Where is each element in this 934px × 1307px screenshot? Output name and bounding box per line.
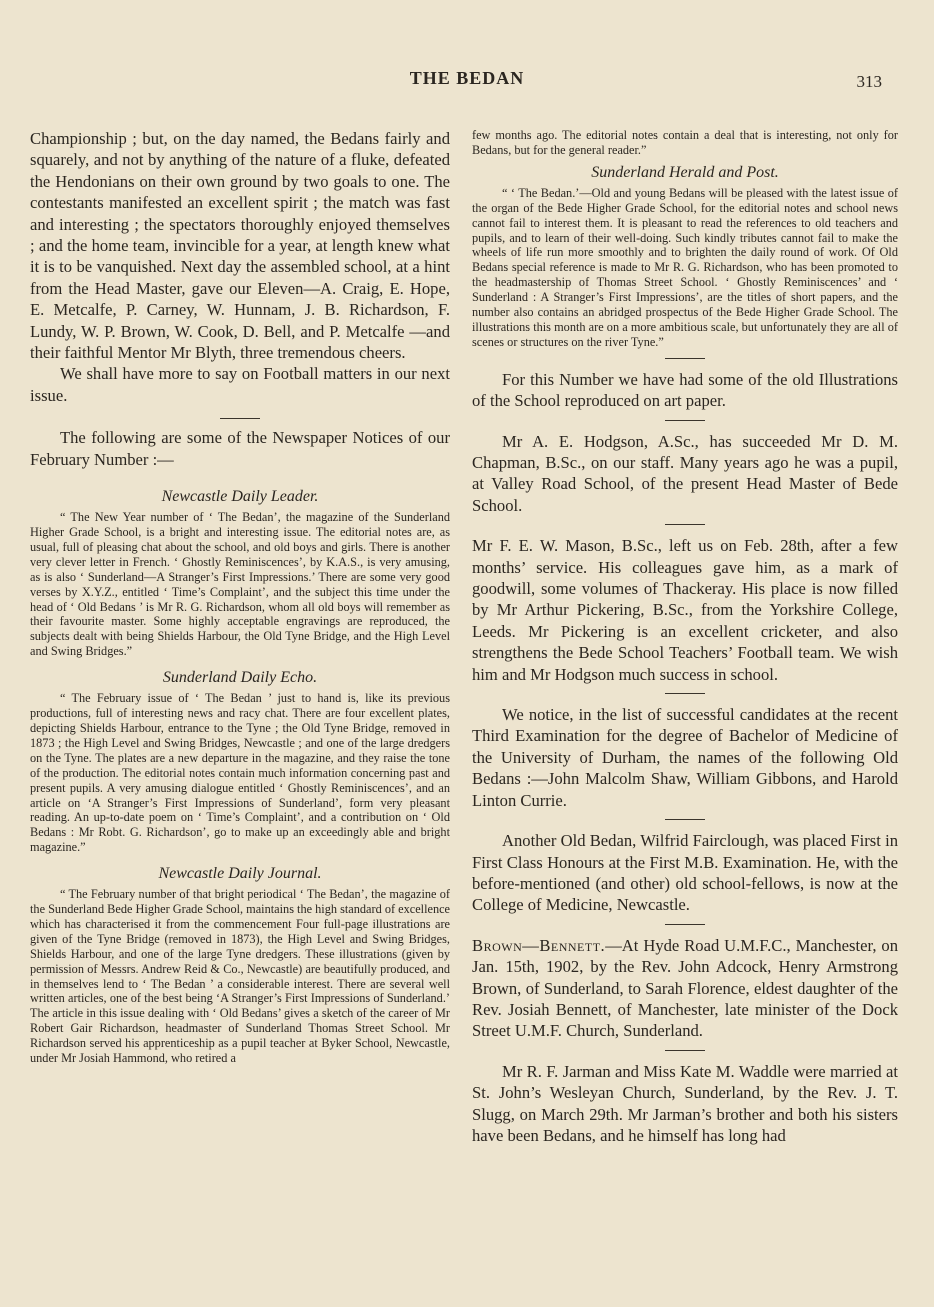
- quote-newcastle-daily-journal: “ The February number of that bright periodical ‘ The Bedan’, the magazine of the Sunderland Bede Higher Grade School, maintains the high standard of excellence which has characterised it from the commencement Four full-page illustrations are given of the Tyne Bridge (removed in 1873), the High Level and Swing Bridges, Shields Harbour, and one of the large Tyne dredgers. These illustrations (given by permission of Messrs. Andrew Reid & Co., Newcastle) are beautifully produced, and in themselves lend to ‘ The Bedan ’ a considerable interest. There are several well written articles, one of the best being ‘A Stranger’s First Impressions of Sunderland.’ The article in this issue dealing with ‘ Old Bedans’ gives a sketch of the career of Mr Robert Gair Richardson, headmaster of Sunderland Thomas Street School. Mr Richardson served his apprenticeship as a pupil teacher at Byker School, Newcastle, under Mr Josiah Hammond, who retired a: [30, 887, 451, 1066]
- note-medicine-exam: We notice, in the list of successful candidates at the recent Third Examination for the degree of Bachelor of Medicine of the University of Durham, the names of the following Old Bedans :—John Malcolm Shaw, William Gibbons, and Harold Linton Currie.: [472, 705, 898, 810]
- section-divider: [665, 819, 705, 820]
- marriage-text: —At Hyde Road U.M.F.C., Manchester, on Jan. 15th, 1902, by the Rev. John Adcock, Henry Armstrong Brown, of Sunderland, to Sarah Florence, eldest daughter of the Rev. Josiah Bennett, of Manchester, late minister of the Dock Street U.M.F. Church, Sunderland.: [472, 935, 898, 1041]
- section-divider: [665, 1050, 705, 1051]
- football-more-paragraph: We shall have more to say on Football matters in our next issue.: [30, 364, 450, 405]
- note-old-illustrations: For this Number we have had some of the old Illustrations of the School reproduced on art paper.: [472, 369, 898, 411]
- source-newcastle-daily-leader: Newcastle Daily Leader.: [161, 488, 319, 506]
- right-column: [472, 128, 898, 1146]
- notices-intro: The following are some of the Newspaper Notices of our February Number :—: [30, 428, 450, 469]
- section-divider: [665, 924, 705, 925]
- note-jarman-waddle: Mr R. F. Jarman and Miss Kate M. Waddle were married at St. John’s Wesleyan Church, Sunderland, by the Rev. J. T. Slugg, on March 29th. Mr Jarman’s brother and both his sisters have been Bedans, and he himself has long had: [472, 1061, 898, 1145]
- source-sunderland-herald-and-post: Sunderland Herald and Post.: [591, 163, 779, 181]
- note-fairclough: Another Old Bedan, Wilfrid Fairclough, was placed First in First Class Honours at the First M.B. Examination. He, with the before-mentioned (and other) old school-fellows, is now at the College of Medicine, Newcastle.: [472, 831, 898, 915]
- quote-sunderland-daily-echo: “ The February issue of ‘ The Bedan ’ just to hand is, like its previous productions, full of interesting news and racy chat. There are four excellent plates, depicting Shields Harbour, entrance to the Tyne ; the Old Tyne Bridge, removed in 1873 ; the High Level and Swing Bridges, Newcastle ; and one of the large dredgers on the Tyne. The plates are a new departure in the magazine, and they raise the tone of the production. The editorial notes contain much information concerning past and present pupils. A very amusing dialogue entitled ‘ Ghostly Reminiscences’, and an article on ‘A Stranger’s First Impressions of Sunderland’, form very pleasant reading. An up-to-date poem on ‘ Time’s Complaint’, and a contribution on ‘ Old Bedans : Mr Robt. G. Richardson’, go to make up an exceedingly able and bright magazine.”: [30, 691, 450, 855]
- football-paragraph: Championship ; but, on the day named, the Bedans fairly and squarely, and not by anything of the nature of a fluke, defeated the Hendonians on their own ground by two goals to one. The contestants manifested an excellent spirit ; the match was fast and interesting ; the spectators thoroughly enjoyed themselves ; and the home team, invincible for a year, at length knew what it is to be vanquished. Next day the assembled school, at a hint from the Head Master, gave our Eleven—A. Craig, E. Hope, E. Metcalfe, P. Carney, W. Hunnam, J. B. Richardson, F. Lundy, W. P. Brown, W. Cook, D. Bell, and P. Metcalfe —and their faithful Mentor Mr Blyth, three tremendous cheers.: [30, 129, 450, 363]
- marriage-heading: Brown—Bennett.: [472, 935, 606, 955]
- section-divider: [665, 693, 705, 694]
- section-divider: [665, 420, 705, 421]
- section-divider: [220, 418, 260, 419]
- note-marriage-brown-bennett: [472, 935, 898, 1042]
- quote-journal-continued: few months ago. The editorial notes contain a deal that is interesting, not only for Bedans, but for the general reader.”: [472, 128, 898, 157]
- running-head-title: THE BEDAN: [409, 68, 525, 88]
- note-mason: Mr F. E. W. Mason, B.Sc., left us on Feb. 28th, after a few months’ service. His colleagues gave him, as a mark of goodwill, some volumes of Thackeray. His place is now filled by Mr Arthur Pickering, B.Sc., from the Yorkshire College, Leeds. Mr Pickering is an excellent cricketer, and also strengthens the Bede School Teachers’ Football team. We wish him and Mr Hodgson much success in school.: [472, 536, 898, 684]
- page-number: 313: [856, 72, 882, 91]
- section-divider: [665, 524, 705, 525]
- section-divider: [665, 358, 705, 359]
- note-hodgson: Mr A. E. Hodgson, A.Sc., has succeeded Mr D. M. Chapman, B.Sc., on our staff. Many years ago he was a pupil, at Valley Road School, of the present Head Master of Bede School.: [472, 431, 898, 515]
- left-column: [30, 128, 450, 1066]
- quote-sunderland-herald-and-post: “ ‘ The Bedan.’—Old and young Bedans will be pleased with the latest issue of the organ of the Bede Higher Grade School, for the editorial notes and school news cannot fail to interest them. It is pleasant to read the references to old teachers and pupils, and to learn of their well-doing. Such kindly tributes cannot fail to make the wheels of life run more smoothly and to brighten the daily round of work. Of Old Bedans special reference is made to Mr R. G. Richardson, who has been promoted to the headmastership of Thomas Street School. ‘ Ghostly Reminiscences’ and ‘ Sunderland : A Stranger’s First Impressions’, are the titles of short papers, and the number also contains an abridged prospectus of the Bede Higher Grade School. The illustrations this month are on a more ambitious scale, but unfortunately they are all of scenes or structures on the river Tyne.”: [472, 185, 898, 349]
- source-newcastle-daily-journal: Newcastle Daily Journal.: [158, 865, 322, 883]
- quote-newcastle-daily-leader: “ The New Year number of ‘ The Bedan’, the magazine of the Sunderland Higher Grade School, is a bright and interesting issue. The editorial notes are, as usual, full of pleasing chat about the school, and old boys and girls. There is another very clever letter in French. ‘ Ghostly Reminiscences’, by K.A.S., is very amusing, as is also ‘ Sunderland—A Stranger’s First Impressions.’ There are some very good verses by X.Y.Z., entitled ‘ Time’s Complaint’, and the subject this time under the head of ‘ Old Bedans ’ is Mr R. G. Richardson, whom all old boys will remember as their favourite master. Some highly acceptable engravings are reproduced, the subjects dealt with being Shields Harbour, the Old Tyne Bridge, and the High Level and Swing Bridges.”: [30, 510, 450, 659]
- source-sunderland-daily-echo: Sunderland Daily Echo.: [162, 669, 318, 687]
